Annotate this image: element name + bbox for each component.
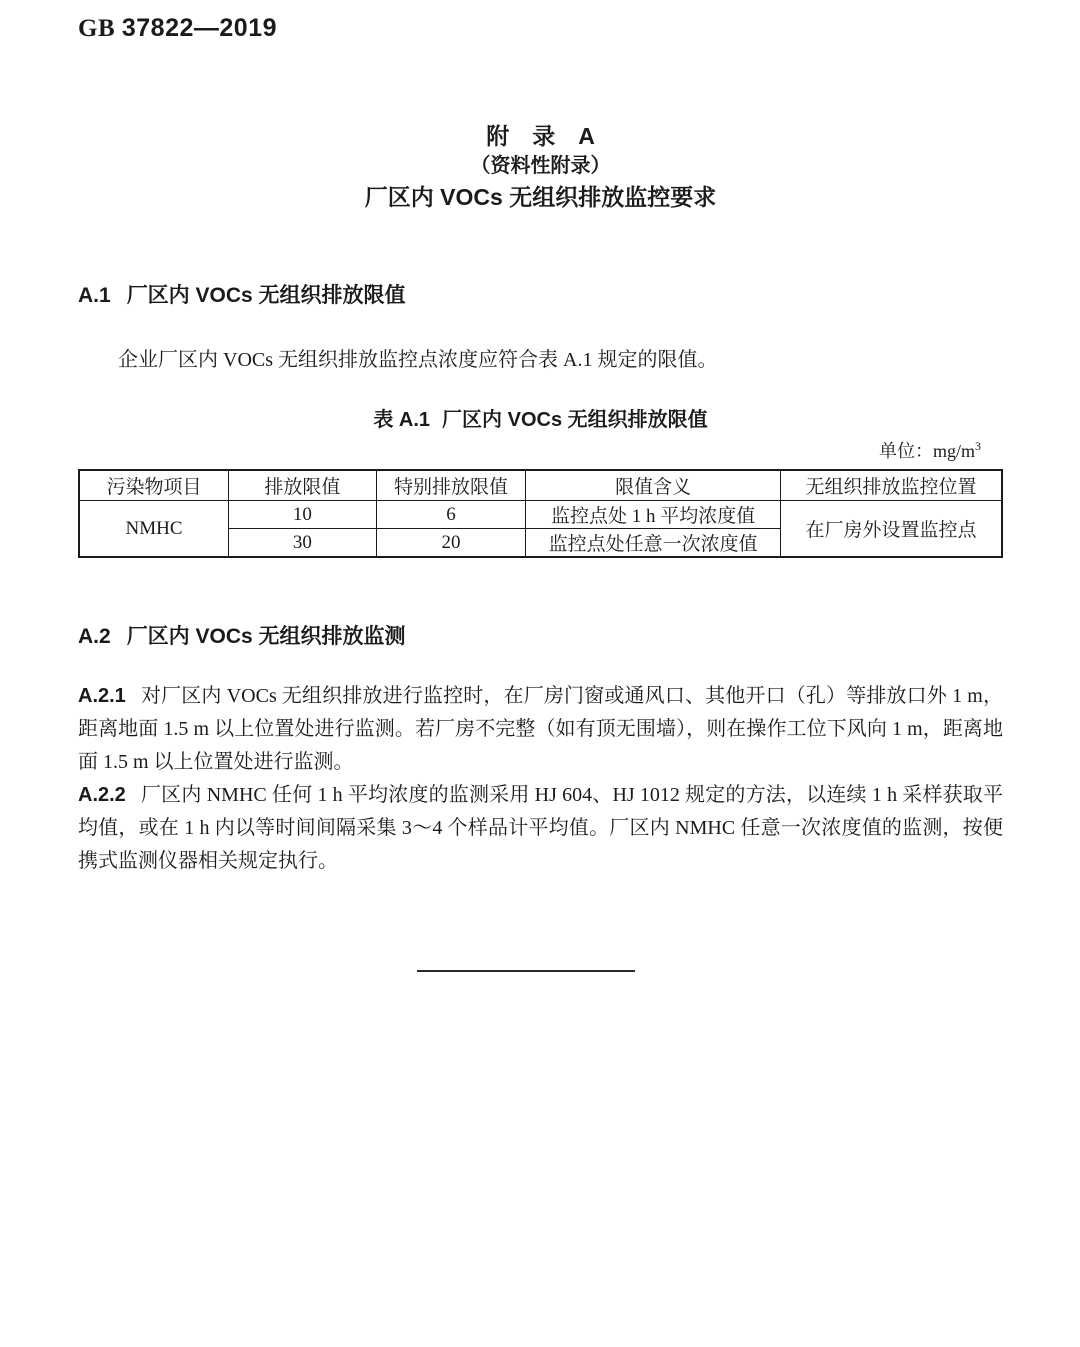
table-a1-caption	[78, 403, 1003, 432]
clause-a2-2-label: A.2.2	[78, 784, 126, 806]
table-a1-caption-title: 厂区内 VOCs 无组织排放限值	[442, 409, 708, 431]
clause-a2-1	[78, 680, 1003, 779]
standard-number	[78, 0, 1003, 43]
monitoring-location-cell: 在厂房外设置监控点	[780, 501, 1002, 558]
table-a1-unit	[78, 437, 1003, 463]
appendix-title: 附 录 A	[486, 123, 595, 149]
section-a1-paragraph: 企业厂区内 VOCs 无组织排放监控点浓度应符合表 A.1 规定的限值。	[118, 349, 718, 371]
appendix-heading: 厂区内 VOCs 无组织排放监控要求	[364, 184, 717, 210]
col-header-meaning: 限值含义	[526, 470, 781, 501]
special-limit-cell: 20	[376, 529, 526, 558]
standard-number-digits: 37822—2019	[121, 14, 278, 42]
limit-cell: 10	[229, 501, 377, 529]
table-header-row	[79, 470, 1002, 501]
table-a1	[78, 469, 1003, 558]
meaning-cell: 监控点处 1 h 平均浓度值	[526, 501, 781, 529]
clause-a2-2-text: 厂区内 NMHC 任何 1 h 平均浓度的监测采用 HJ 604、HJ 1012 规定的方法，以连续 1 h 采样获取平均值，或在 1 h 内以等时间间隔采集 3～4 个样品计平均值。厂区内 NMHC 任意一次浓度值的监测，按便携式监测仪器相关规定执行。	[78, 784, 1003, 872]
standard-number-gb: GB	[78, 15, 116, 42]
unit-exponent: 3	[975, 439, 981, 453]
col-header-special-limit: 特别排放限值	[376, 470, 526, 501]
clause-a2-1-label: A.2.1	[78, 685, 126, 707]
clause-a2-1-text: 对厂区内 VOCs 无组织排放进行监控时，在厂房门窗或通风口、其他开口（孔）等排放口外 1 m，距离地面 1.5 m 以上位置处进行监测。若厂房不完整（如有顶无围墙），则在操作工位下风向 1 m，距离地面 1.5 m 以上位置处进行监测。	[78, 685, 1003, 773]
section-a1-title: 厂区内 VOCs 无组织排放限值	[126, 284, 406, 307]
section-a1-label: A.1	[78, 284, 111, 307]
pollutant-cell: NMHC	[79, 501, 229, 558]
page-content	[78, 0, 1003, 972]
col-header-limit: 排放限值	[229, 470, 377, 501]
end-of-text-rule	[417, 970, 635, 972]
col-header-location: 无组织排放监控位置	[780, 470, 1002, 501]
section-a2-label: A.2	[78, 625, 111, 648]
meaning-cell: 监控点处任意一次浓度值	[526, 529, 781, 558]
limit-cell: 30	[229, 529, 377, 558]
appendix-title-block	[78, 121, 1003, 213]
table-a1-caption-number: 表 A.1	[373, 409, 431, 431]
special-limit-cell: 6	[376, 501, 526, 529]
section-a2-title: 厂区内 VOCs 无组织排放监测	[126, 625, 406, 648]
section-a2-heading	[78, 624, 1003, 650]
col-header-pollutant: 污染物项目	[79, 470, 229, 501]
unit-label: 单位：mg/m	[878, 441, 975, 461]
section-a2-clauses	[78, 680, 1003, 878]
table-row	[79, 501, 1002, 529]
section-a1-heading	[78, 283, 1003, 309]
clause-a2-2	[78, 779, 1003, 878]
appendix-subtitle: （资料性附录）	[470, 155, 611, 177]
